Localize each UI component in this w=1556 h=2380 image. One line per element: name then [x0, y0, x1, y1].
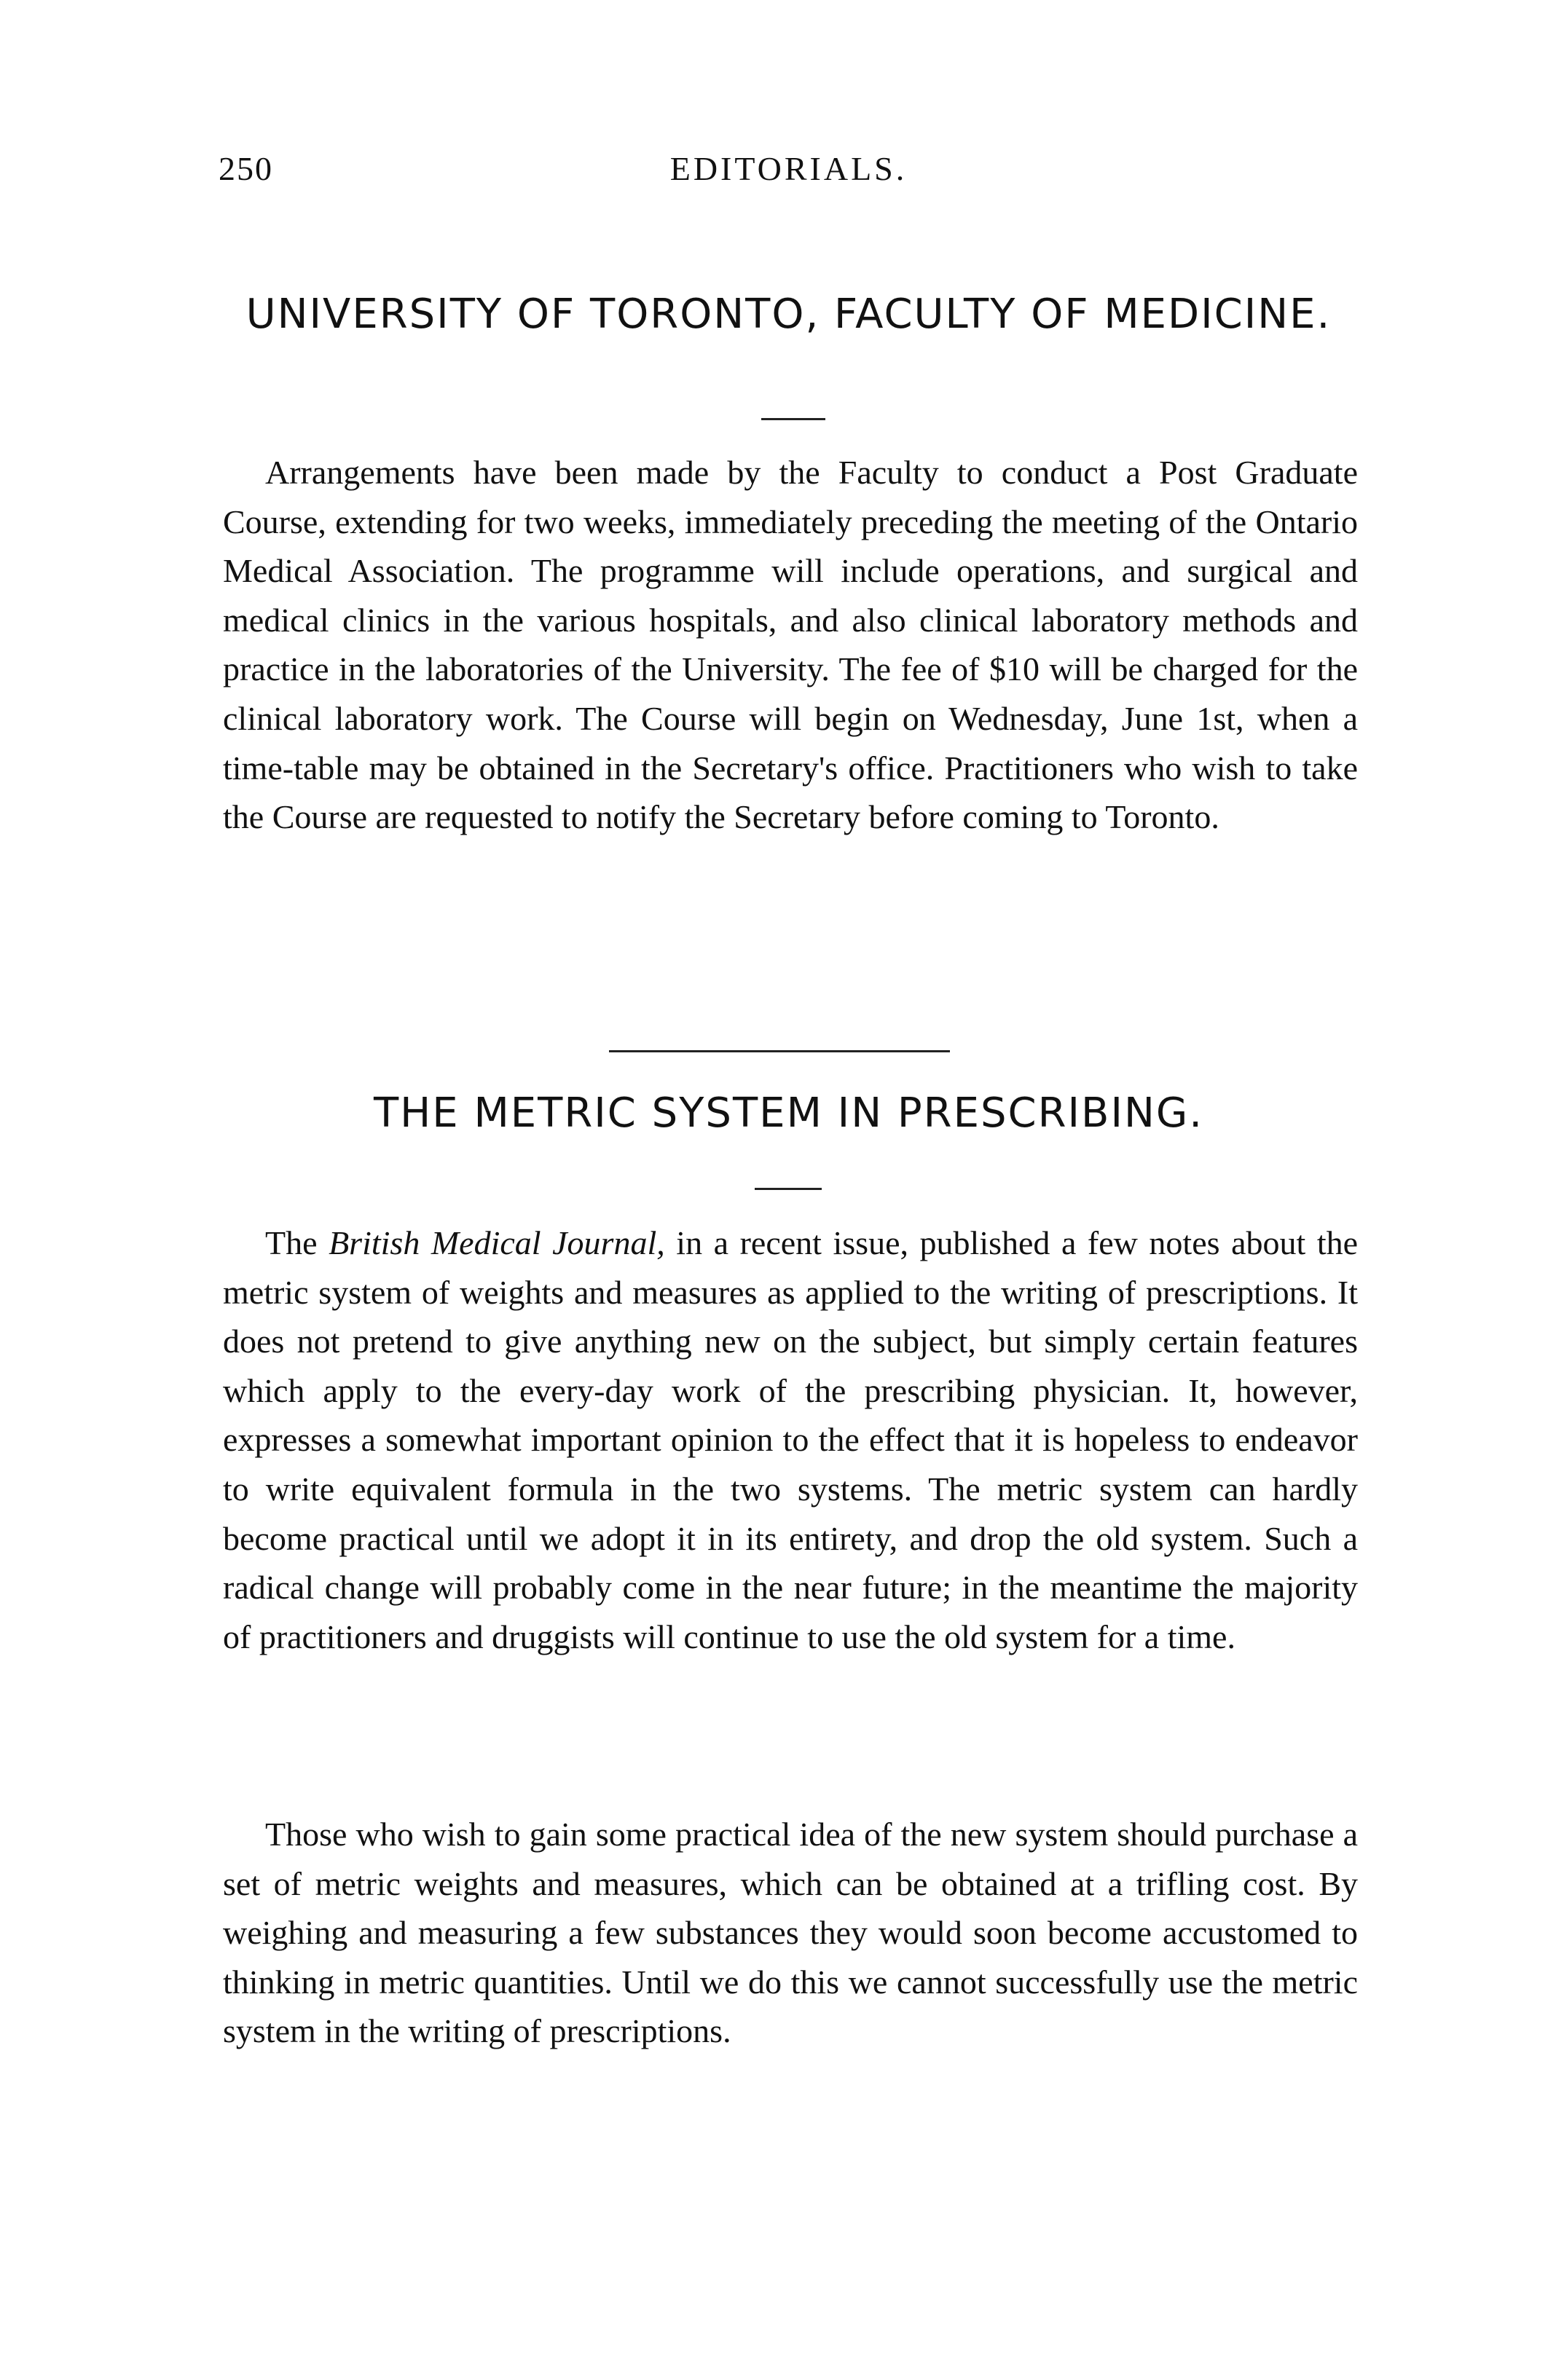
- paragraph-intro: The: [265, 1224, 318, 1261]
- running-head: [219, 149, 1359, 200]
- paragraph-text: in a recent issue, published a few notes about the metric system of weights and measures as applied to the writing of prescriptions. It does not pretend to give anything new on the subject, but simply certain features which apply to the every-day work of the prescribing physician. It, however, expresses a somewhat important opinion to the effect that it is hopeless to endeavor to write equivalent formula in the two systems. The metric system can hardly become practical until we adopt it in its entirety, and drop the old system. Such a radical change will probably come in the near future; in the meantime the majority of practitioners and druggists will continue to use the old system for a time.: [223, 1224, 1359, 1655]
- paragraph-text: Those who wish to gain some practical idea of the new system should purchase a set of metric weights and measures, which can be obtained at a trifling cost. By weighing and measuring a few substances they would soon become accustomed to thinking in metric quantities. Until we do this we cannot successfully use the metric system in the writing of prescriptions.: [223, 1816, 1358, 2050]
- article-heading-university: UNIVERSITY OF TORONTO, FACULTY OF MEDICINE.: [245, 291, 1332, 338]
- section-label: EDITORIALS.: [669, 150, 908, 187]
- paragraph-text: Arrangements have been made by the Faculty to conduct a Post Graduate Course, extending for two weeks, immediately preceding the meeting of the Ontario Medical Association. The programme will include operations, and surgical and medical clinics in the various hospitals, and also clinical laboratory methods and practice in the laboratories of the University. The fee of $10 will be charged for the clinical laboratory work. The Course will begin on Wednesday, June 1st, when a time-table may be obtained in the Secretary's office. Practitioners who wish to take the Course are requested to notify the Secretary before coming to Toronto.: [223, 454, 1358, 836]
- article-heading-metric: THE METRIC SYSTEM IN PRESCRIBING.: [373, 1089, 1204, 1137]
- page-number: 250: [219, 150, 273, 187]
- heading-rule: [755, 1188, 822, 1190]
- section-divider: [609, 1050, 950, 1052]
- article-paragraph-metric-1: [223, 1218, 1358, 1661]
- heading-rule: [761, 418, 825, 420]
- article-paragraph-metric-2: [223, 1810, 1358, 2056]
- journal-title: British Medical Journal,: [329, 1224, 665, 1261]
- article-paragraph-university: [223, 448, 1358, 842]
